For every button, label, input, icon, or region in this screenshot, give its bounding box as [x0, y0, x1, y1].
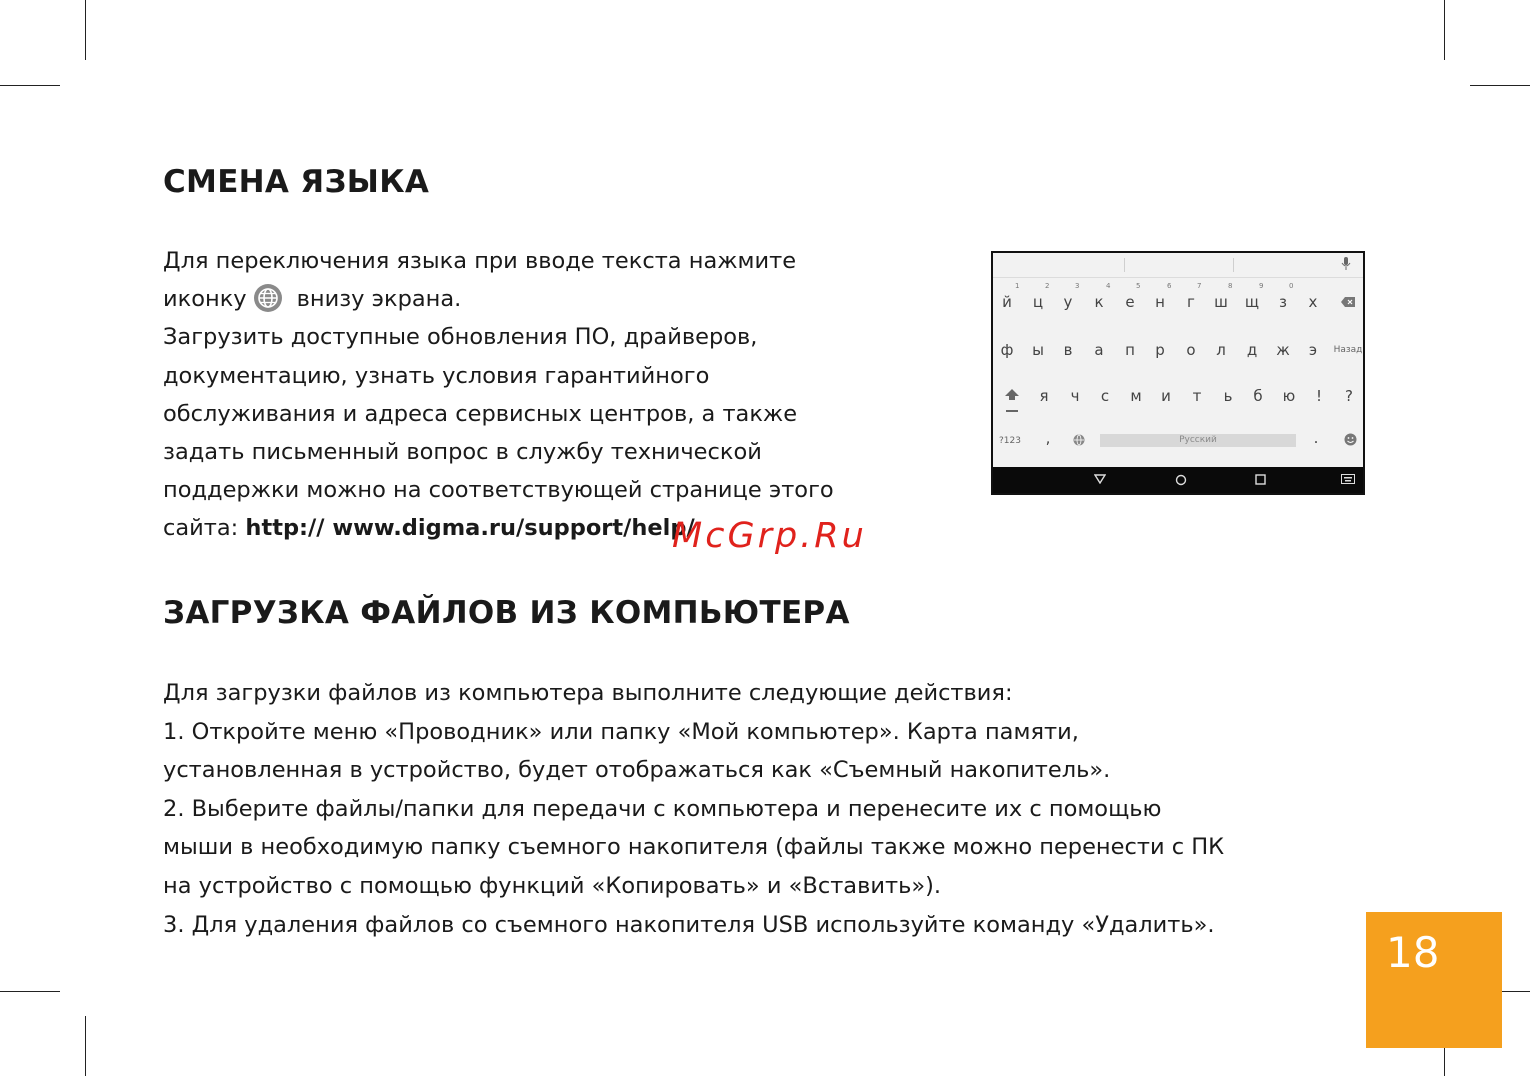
key: ш [1214, 293, 1228, 311]
key: ! [1315, 387, 1322, 405]
text-line: Для переключения языка при вводе текста нажмите [163, 248, 797, 274]
key: н [1155, 293, 1165, 311]
text-line: 3. Для удаления файлов со съемного накопителя USB используйте команду «Удалить». [163, 911, 1215, 938]
key: у [1063, 293, 1073, 311]
text-fragment: иконку [163, 286, 247, 313]
key: ь [1223, 387, 1233, 405]
text-line: 1. Откройте меню «Проводник» или папку «Мой компьютер». Карта памяти, [163, 718, 1079, 745]
text-line: на устройство с помощью функций «Копировать» и «Вставить»). [163, 872, 942, 899]
suggestion-bar [993, 253, 1363, 278]
recents-nav-icon [1255, 474, 1266, 485]
key: в [1063, 341, 1073, 359]
crop-mark [0, 991, 60, 992]
key: л [1216, 341, 1226, 359]
key: х [1308, 293, 1318, 311]
shift-icon [1005, 389, 1019, 413]
page-number-badge [1366, 912, 1502, 1048]
text-line [163, 280, 834, 318]
text-line: поддержки можно на соответствующей странице этого [163, 477, 834, 504]
key: я [1039, 387, 1049, 405]
crop-mark [0, 85, 60, 86]
key: ч [1070, 387, 1080, 405]
back-nav-icon [1094, 474, 1106, 484]
watermark: McGrp.Ru [672, 516, 867, 556]
key-period: . [1313, 429, 1319, 447]
key: к [1094, 293, 1104, 311]
text-fragment: сайта: [163, 515, 246, 542]
key-back: Назад [1333, 345, 1363, 355]
keyboard-row-1 [993, 293, 1363, 315]
text-line: установленная в устройство, будет отображаться как «Съемный накопитель». [163, 757, 1111, 784]
key: э [1308, 341, 1318, 359]
key: д [1246, 341, 1258, 359]
key: а [1094, 341, 1104, 359]
text-line: задать письменный вопрос в службу технической [163, 439, 762, 466]
number-hint: 7 [1197, 282, 1202, 290]
number-hint: 9 [1259, 282, 1264, 290]
number-hint: 6 [1167, 282, 1172, 290]
number-hint: 5 [1136, 282, 1141, 290]
text-line: Для загрузки файлов из компьютера выполните следующие действия: [163, 680, 1013, 706]
key: ю [1282, 387, 1296, 405]
keyboard-screenshot [991, 251, 1365, 495]
globe-key-icon [1073, 434, 1085, 446]
key-symbols: ?123 [999, 436, 1021, 446]
crop-mark [85, 1016, 86, 1076]
keyboard-row-3 [993, 387, 1363, 409]
microphone-icon [1341, 257, 1351, 271]
key: о [1186, 341, 1196, 359]
text-line: Загрузить доступные обновления ПО, драйверов, [163, 324, 758, 351]
key: м [1130, 387, 1142, 405]
key: щ [1244, 293, 1260, 311]
number-hint: 2 [1045, 282, 1050, 290]
key: ? [1345, 387, 1353, 405]
text-fragment: внизу экрана. [296, 286, 462, 313]
text-line: 2. Выберите файлы/папки для передачи с компьютера и перенесите их с помощью [163, 795, 1162, 822]
emoji-icon [1344, 433, 1357, 446]
file-transfer-paragraph [163, 674, 1224, 944]
key: ц [1032, 293, 1044, 311]
text-line: документацию, узнать условия гарантийного [163, 362, 710, 389]
spacebar: Русский [1100, 434, 1296, 447]
text-line: обслуживания и адреса сервисных центров, а также [163, 400, 798, 427]
language-paragraph [163, 242, 834, 548]
key: з [1279, 293, 1287, 311]
key: ж [1276, 341, 1290, 359]
key: с [1100, 387, 1110, 405]
number-hint: 1 [1015, 282, 1020, 290]
backspace-icon [1341, 297, 1355, 307]
crop-mark [85, 0, 86, 60]
section-heading-file-transfer: ЗАГРУЗКА ФАЙЛОВ ИЗ КОМПЬЮТЕРА [163, 595, 850, 631]
key: й [1002, 293, 1012, 311]
key: г [1187, 293, 1195, 311]
number-hints [993, 282, 1363, 290]
number-hint: 8 [1228, 282, 1233, 290]
keyboard-row-2 [993, 341, 1363, 363]
text-line: мыши в необходимую папку съемного накопителя (файлы также можно перенести с ПК [163, 834, 1225, 861]
key: п [1125, 341, 1135, 359]
home-nav-icon [1175, 474, 1187, 486]
number-hint: 3 [1075, 282, 1080, 290]
keyboard-switch-icon [1341, 474, 1355, 484]
key: р [1155, 341, 1165, 359]
key: ф [1000, 341, 1014, 359]
key: ы [1032, 341, 1044, 359]
key: и [1161, 387, 1171, 405]
support-url-link[interactable]: http:// www.digma.ru/support/help/ [245, 515, 695, 542]
key-comma: , [1045, 429, 1051, 447]
key: е [1125, 293, 1135, 311]
crop-mark [1444, 0, 1445, 60]
number-hint: 0 [1289, 282, 1294, 290]
key: б [1253, 387, 1263, 405]
android-nav-bar [993, 467, 1363, 493]
number-hint: 4 [1106, 282, 1111, 290]
globe-icon [253, 283, 283, 313]
section-heading-language: СМЕНА ЯЗЫКА [163, 164, 430, 200]
key: т [1192, 387, 1202, 405]
page-number: 18 [1386, 928, 1440, 977]
crop-mark [1470, 85, 1530, 86]
